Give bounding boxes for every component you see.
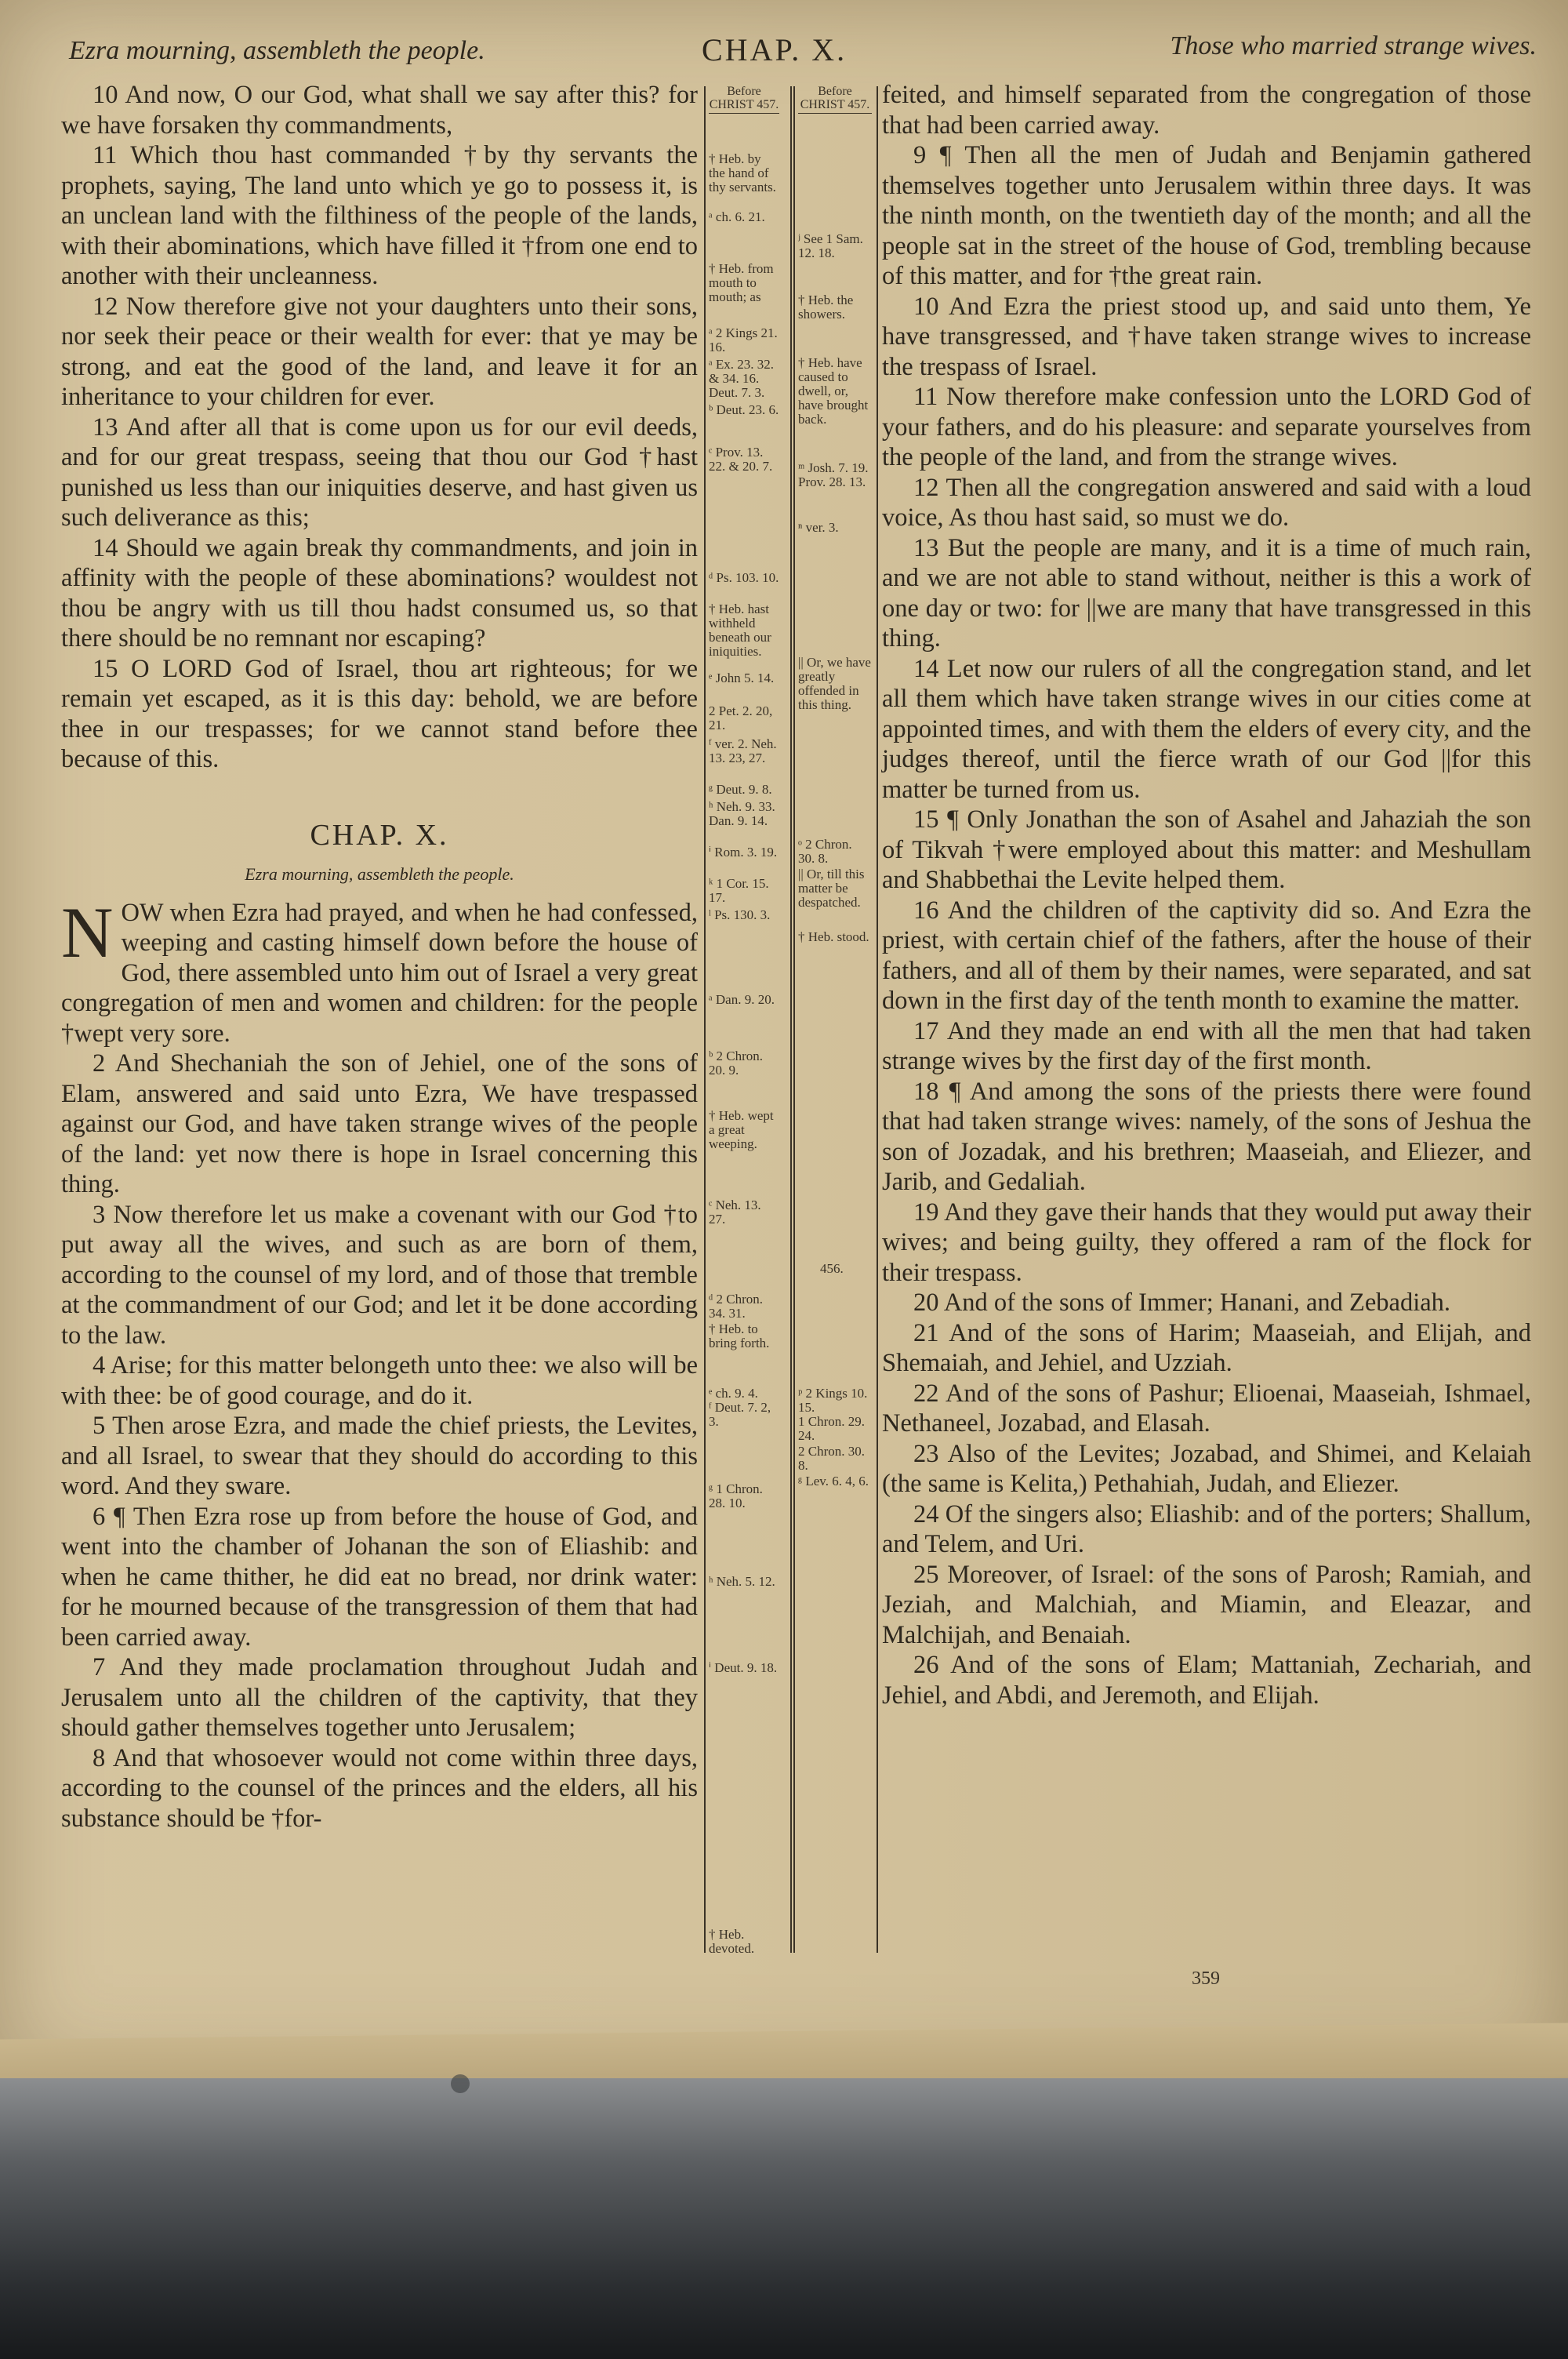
left-text-column xyxy=(61,80,698,1834)
margin-note: ᶠ ver. 2. Neh. 13. 23, 27. xyxy=(709,736,777,765)
margin-note: ᵃ Ex. 23. 32. & 34. 16. Deut. 7. 3. xyxy=(709,357,775,400)
margin-note: † Heb. devoted. xyxy=(709,1927,755,1956)
margin-note: ⁱ Deut. 9. 18. xyxy=(709,1660,778,1675)
verse-10-9: 9 ¶ Then all the men of Judah and Benjamin gathered themselves together unto Jerusalem within three days. It was the ninth month, on the twentieth day of the month; and all the people sat in the street of the house of God, trembling because of this matter, and for †the great rain. xyxy=(882,141,1531,290)
margin-note: ᵉ John 5. 14. xyxy=(709,671,775,685)
margin-note: ᵖ 2 Kings 10. 15. xyxy=(798,1386,868,1415)
margin-note: ᵏ 1 Cor. 15. 17. xyxy=(709,876,769,905)
margin-note: || Or, we have greatly offended in this thing. xyxy=(798,655,871,712)
chapter-summary: Ezra mourning, assembleth the people. xyxy=(245,864,514,884)
margin-note: ᶜ Neh. 13. 27. xyxy=(709,1198,761,1227)
margin-note: † Heb. to bring forth. xyxy=(709,1321,770,1350)
margin-note: ᵃ ch. 6. 21. xyxy=(709,209,765,224)
verse-10-23: 23 Also of the Levites; Jozabad, and Shimei, and Kelaiah (the same is Kelita,) Pethahiah, Judah, and Eliezer. xyxy=(882,1439,1531,1498)
margin-note: † Heb. the showers. xyxy=(798,293,854,322)
verse-10-3: 3 Now therefore let us make a covenant with our God †to put away all the wives, and such as are born of them, according to the counsel of my lord, and of those that tremble at the commandment of our God; and let it be done according to the law. xyxy=(61,1200,698,1350)
verse-10-19: 19 And they gave their hands that they would put away their wives; and being guilty, they offered a ram of the flock for their trespass. xyxy=(882,1198,1531,1287)
margin-note: † Heb. have caused to dwell, or, have brought back. xyxy=(798,355,869,427)
margin-number: 456. xyxy=(820,1261,844,1276)
drop-cap: N xyxy=(61,892,114,972)
column-rule xyxy=(704,86,706,1953)
verse-10-7: 7 And they made proclamation throughout Judah and Jerusalem unto all the children of the captivity, that they should gather themselves together unto Jerusalem; xyxy=(61,1653,698,1742)
before-christ-label: Before CHRIST 457. xyxy=(709,85,779,114)
verse-10-24: 24 Of the singers also; Eliashib: and of the porters; Shallum, and Telem, and Uri. xyxy=(882,1499,1531,1558)
verse-10-14: 14 Let now our rulers of all the congregation stand, and let all them which have taken strange wives in our cities come at appointed times, and with them the elders of every city, and the judges thereof, until the fierce wrath of our God ||for this matter be turned from us. xyxy=(882,654,1531,804)
verse-10-25: 25 Moreover, of Israel: of the sons of Parosh; Ramiah, and Jeziah, and Malchiah, and Miamin, and Eleazar, and Malchijah, and Benaiah. xyxy=(882,1560,1531,1649)
before-christ-label: Before CHRIST 457. xyxy=(798,85,872,114)
verse-10-6: 6 ¶ Then Ezra rose up from before the house of God, and went into the chamber of Johanan the son of Eliashib: and when he came thither, he did eat no bread, nor drink water: for he mourned because of the transgression of them that had been carried away. xyxy=(61,1502,698,1652)
verse-10-8: 8 And that whosoever would not come within three days, according to the counsel of the princes and the elders, all his substance should be †for- xyxy=(61,1743,698,1833)
margin-note: ᵍ 1 Chron. 28. 10. xyxy=(709,1481,763,1510)
verse-10-2: 2 And Shechaniah the son of Jehiel, one of the sons of Elam, answered and said unto Ezra, We have trespassed against our God, and have taken strange wives of the people of the land: yet now there is hope in Israel concerning this thing. xyxy=(61,1049,698,1198)
margin-note: ᵒ 2 Chron. 30. 8. xyxy=(798,837,852,866)
header-left: Ezra mourning, assembleth the people. xyxy=(69,36,485,65)
column-rule xyxy=(790,86,792,1953)
surface-spot xyxy=(451,2074,470,2093)
margin-note: † Heb. from mouth to mouth; as xyxy=(709,261,774,304)
verse-9-15: 15 O LORD God of Israel, thou art righteous; for we remain yet escaped, as it is this day: behold, we are before thee in our trespasses; for we cannot stand before thee because of this. xyxy=(61,654,698,773)
column-rule xyxy=(877,86,878,1953)
margin-note: ᵇ 2 Chron. 20. 9. xyxy=(709,1049,764,1078)
margin-note: ˡ Ps. 130. 3. xyxy=(709,907,771,922)
margin-note: ⁿ ver. 3. xyxy=(798,520,839,535)
margin-note: ᵇ Deut. 23. 6. xyxy=(709,402,779,417)
margin-note: ᵉ ch. 9. 4. xyxy=(709,1386,758,1401)
verse-9-14: 14 Should we again break thy commandments, and join in affinity with the people of these abominations? wouldest not thou be angry with us till thou hadst consumed us, so that there should be no remnant nor escaping? xyxy=(61,533,698,652)
running-header xyxy=(63,31,1537,78)
margin-note: ᶜ Prov. 13. 22. & 20. 7. xyxy=(709,445,773,474)
page-number: 359 xyxy=(1192,1968,1220,1989)
margin-note: || Or, till this matter be despatched. xyxy=(798,867,865,910)
verse-9-13: 13 And after all that is come upon us for our evil deeds, and for our great trespass, seeing that thou our God †hast punished us less than our iniquities deserve, and hast given us such deliverance as this; xyxy=(61,413,698,532)
column-rule xyxy=(793,86,795,1953)
margin-note: ʲ See 1 Sam. 12. 18. xyxy=(798,231,863,260)
chapter-heading: CHAP. X. xyxy=(310,818,449,852)
verse-10-10: 10 And Ezra the priest stood up, and said unto them, Ye have transgressed, and †have taken strange wives to increase the trespass of Israel. xyxy=(882,292,1531,381)
verse-10-5: 5 Then arose Ezra, and made the chief priests, the Levites, and all Israel, to swear that they should do according to this word. And they sware. xyxy=(61,1412,698,1500)
margin-note: ᵈ 2 Chron. 34. 31. xyxy=(709,1292,764,1321)
margin-note: ᵍ Deut. 9. 8. xyxy=(709,782,772,797)
margin-note: † Heb. by the hand of thy servants. xyxy=(709,151,776,194)
margin-note: † Heb. stood. xyxy=(798,929,869,944)
verse-10-21: 21 And of the sons of Harim; Maaseiah, and Elijah, and Shemaiah, and Jehiel, and Uzziah. xyxy=(882,1318,1531,1377)
verse-10-20: 20 And of the sons of Immer; Hanani, and Zebadiah. xyxy=(913,1289,1451,1317)
margin-note: ᵍ Lev. 6. 4, 6. xyxy=(798,1474,869,1488)
verse-10-22: 22 And of the sons of Pashur; Elioenai, Maaseiah, Ishmael, Nethaneel, Jozabad, and Elasah. xyxy=(882,1379,1531,1438)
margin-note: ʰ Neh. 5. 12. xyxy=(709,1574,775,1589)
margin-note: ᵃ Dan. 9. 20. xyxy=(709,992,775,1007)
verse-10-13: 13 But the people are many, and it is a time of much rain, and we are not able to stand without, neither is this a work of one day or two: for ||we are many that have transgressed in this thing. xyxy=(882,533,1531,652)
verse-10-1 xyxy=(61,892,698,1049)
verse-9-11: 11 Which thou hast commanded †by thy servants the prophets, saying, The land unto which ye go to possess it, is an unclean land with the filthiness of the people of the lands, with their abominations, which have filled it †from one end to another with their uncleanness. xyxy=(61,141,698,290)
margin-note: † Heb. wept a great weeping. xyxy=(709,1108,774,1151)
header-chapter: CHAP. X. xyxy=(702,32,848,67)
margin-note: ᵈ Ps. 103. 10. xyxy=(709,570,779,585)
verse-10-26: 26 And of the sons of Elam; Mattaniah, Zechariah, and Jehiel, and Abdi, and Jeremoth, and Elijah. xyxy=(882,1651,1531,1710)
verse-10-11: 11 Now therefore make confession unto the LORD God of your fathers, and do his pleasure: and separate yourselves from the people of the land, and from the strange wives. xyxy=(882,383,1531,471)
verse-9-10: 10 And now, O our God, what shall we say after this? for we have forsaken thy commandments, xyxy=(61,81,698,140)
table-surface xyxy=(0,2078,1568,2359)
header-right: Those who married strange wives. xyxy=(1170,31,1537,60)
verse-10-12: 12 Then all the congregation answered and said with a loud voice, As thou hast said, so must we do. xyxy=(882,473,1531,532)
verse-10-16: 16 And the children of the captivity did so. And Ezra the priest, with certain chief of the fathers, after the house of their fathers, and all of them by their names, were separated, and sat down in the first day of the tenth month to examine the matter. xyxy=(882,896,1531,1015)
verse-10-8-cont: feited, and himself separated from the congregation of those that had been carried away. xyxy=(882,81,1531,140)
margin-note: 1 Chron. 29. 24. xyxy=(798,1414,865,1443)
margin-note: 2 Chron. 30. 8. xyxy=(798,1444,865,1473)
margin-note: ᵃ 2 Kings 21. 16. xyxy=(709,325,778,354)
right-text-column xyxy=(882,80,1531,1710)
margin-note: ʰ Neh. 9. 33. Dan. 9. 14. xyxy=(709,799,775,828)
verse-10-1-text: OW when Ezra had prayed, and when he had confessed, weeping and casting himself down before the house of God, there assembled unto him out of Israel a very great congregation of men and women and children: for the people †wept very sore. xyxy=(61,898,698,1048)
verse-10-15: 15 ¶ Only Jonathan the son of Asahel and Jahaziah the son of Tikvah †were employed about this matter: and Meshullam and Shabbethai the Levite helped them. xyxy=(882,805,1531,894)
verse-10-17: 17 And they made an end with all the men that had taken strange wives by the first day of the first month. xyxy=(882,1016,1531,1075)
verse-10-4: 4 Arise; for this matter belongeth unto thee: we also will be with thee: be of good courage, and do it. xyxy=(61,1351,698,1410)
verse-10-18: 18 ¶ And among the sons of the priests there were found that had taken strange wives: namely, of the sons of Jeshua the son of Jozadak, and his brethren; Maaseiah, and Eliezer, and Jarib, and Gedaliah. xyxy=(882,1077,1531,1196)
left-margin-notes xyxy=(709,85,779,1956)
margin-note: ⁱ Rom. 3. 19. xyxy=(709,845,778,860)
margin-note: 2 Pet. 2. 20, 21. xyxy=(709,703,773,732)
margin-note: † Heb. hast withheld beneath our iniquities. xyxy=(709,602,771,659)
margin-note: ᶠ Deut. 7. 2, 3. xyxy=(709,1400,771,1429)
verse-9-12: 12 Now therefore give not your daughters unto their sons, nor seek their peace or their wealth for ever: that ye may be strong, and eat the good of the land, and leave it for an inheritance to your children for ever. xyxy=(61,292,698,411)
margin-note: ᵐ Josh. 7. 19. Prov. 28. 13. xyxy=(798,460,869,489)
